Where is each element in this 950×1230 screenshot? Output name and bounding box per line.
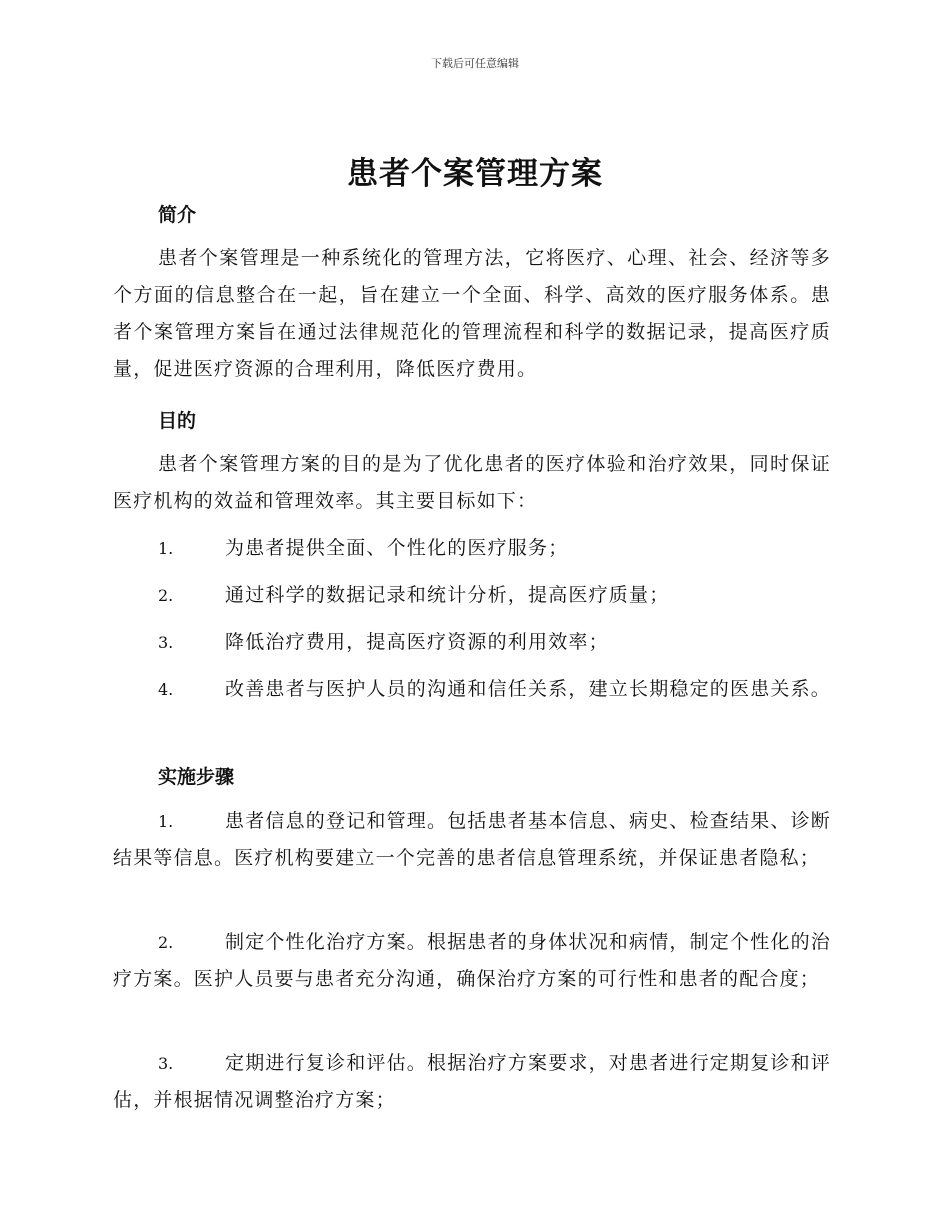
step-item-text: 制定个性化治疗方案。根据患者的身体状况和病情，制定个性化的治疗方案。医护人员要与患者充分沟通，确保治疗方案的可行性和患者的配合度； <box>113 931 832 990</box>
list-item-number: 1. <box>158 539 174 558</box>
step-item-number: 2. <box>158 933 174 952</box>
section-heading-purpose: 目的 <box>158 410 197 432</box>
list-item <box>113 530 831 567</box>
step-item-text: 定期进行复诊和评估。根据治疗方案要求，对患者进行定期复诊和评估，并根据情况调整治疗方案； <box>113 1052 832 1111</box>
step-item <box>113 1045 831 1119</box>
section-heading-intro: 简介 <box>158 204 197 226</box>
list-item-number: 4. <box>158 680 174 699</box>
purpose-paragraph: 患者个案管理方案的目的是为了优化患者的医疗体验和治疗效果，同时保证医疗机构的效益和管理效率。其主要目标如下： <box>113 453 831 512</box>
list-item-text: 为患者提供全面、个性化的医疗服务； <box>225 537 569 559</box>
intro-paragraph: 患者个案管理是一种系统化的管理方法，它将医疗、心理、社会、经济等多个方面的信息整合在一起，旨在建立一个全面、科学、高效的医疗服务体系。患者个案管理方案旨在通过法律规范化的管理流程和科学的数据记录，提高医疗质量，促进医疗资源的合理利用，降低医疗费用。 <box>113 247 831 380</box>
list-item-text: 改善患者与医护人员的沟通和信任关系，建立长期稳定的医患关系。 <box>225 678 832 700</box>
step-item <box>113 803 831 877</box>
list-item-text: 通过科学的数据记录和统计分析，提高医疗质量； <box>225 584 670 606</box>
step-item <box>113 924 831 998</box>
step-item-text: 患者信息的登记和管理。包括患者基本信息、病史、检查结果、诊断结果等信息。医疗机构要建立一个完善的患者信息管理系统，并保证患者隐私； <box>113 810 832 869</box>
list-item-number: 3. <box>158 633 174 652</box>
list-item <box>113 577 831 614</box>
document-title: 患者个案管理方案 <box>347 156 603 192</box>
list-item-number: 2. <box>158 586 174 605</box>
list-item <box>113 624 831 661</box>
list-item <box>113 671 831 708</box>
section-heading-steps: 实施步骤 <box>158 766 235 788</box>
step-item-number: 3. <box>158 1054 174 1073</box>
step-item-number: 1. <box>158 812 174 831</box>
header-note: 下载后可任意编辑 <box>431 57 519 70</box>
list-item-text: 降低治疗费用，提高医疗资源的利用效率； <box>225 631 609 653</box>
